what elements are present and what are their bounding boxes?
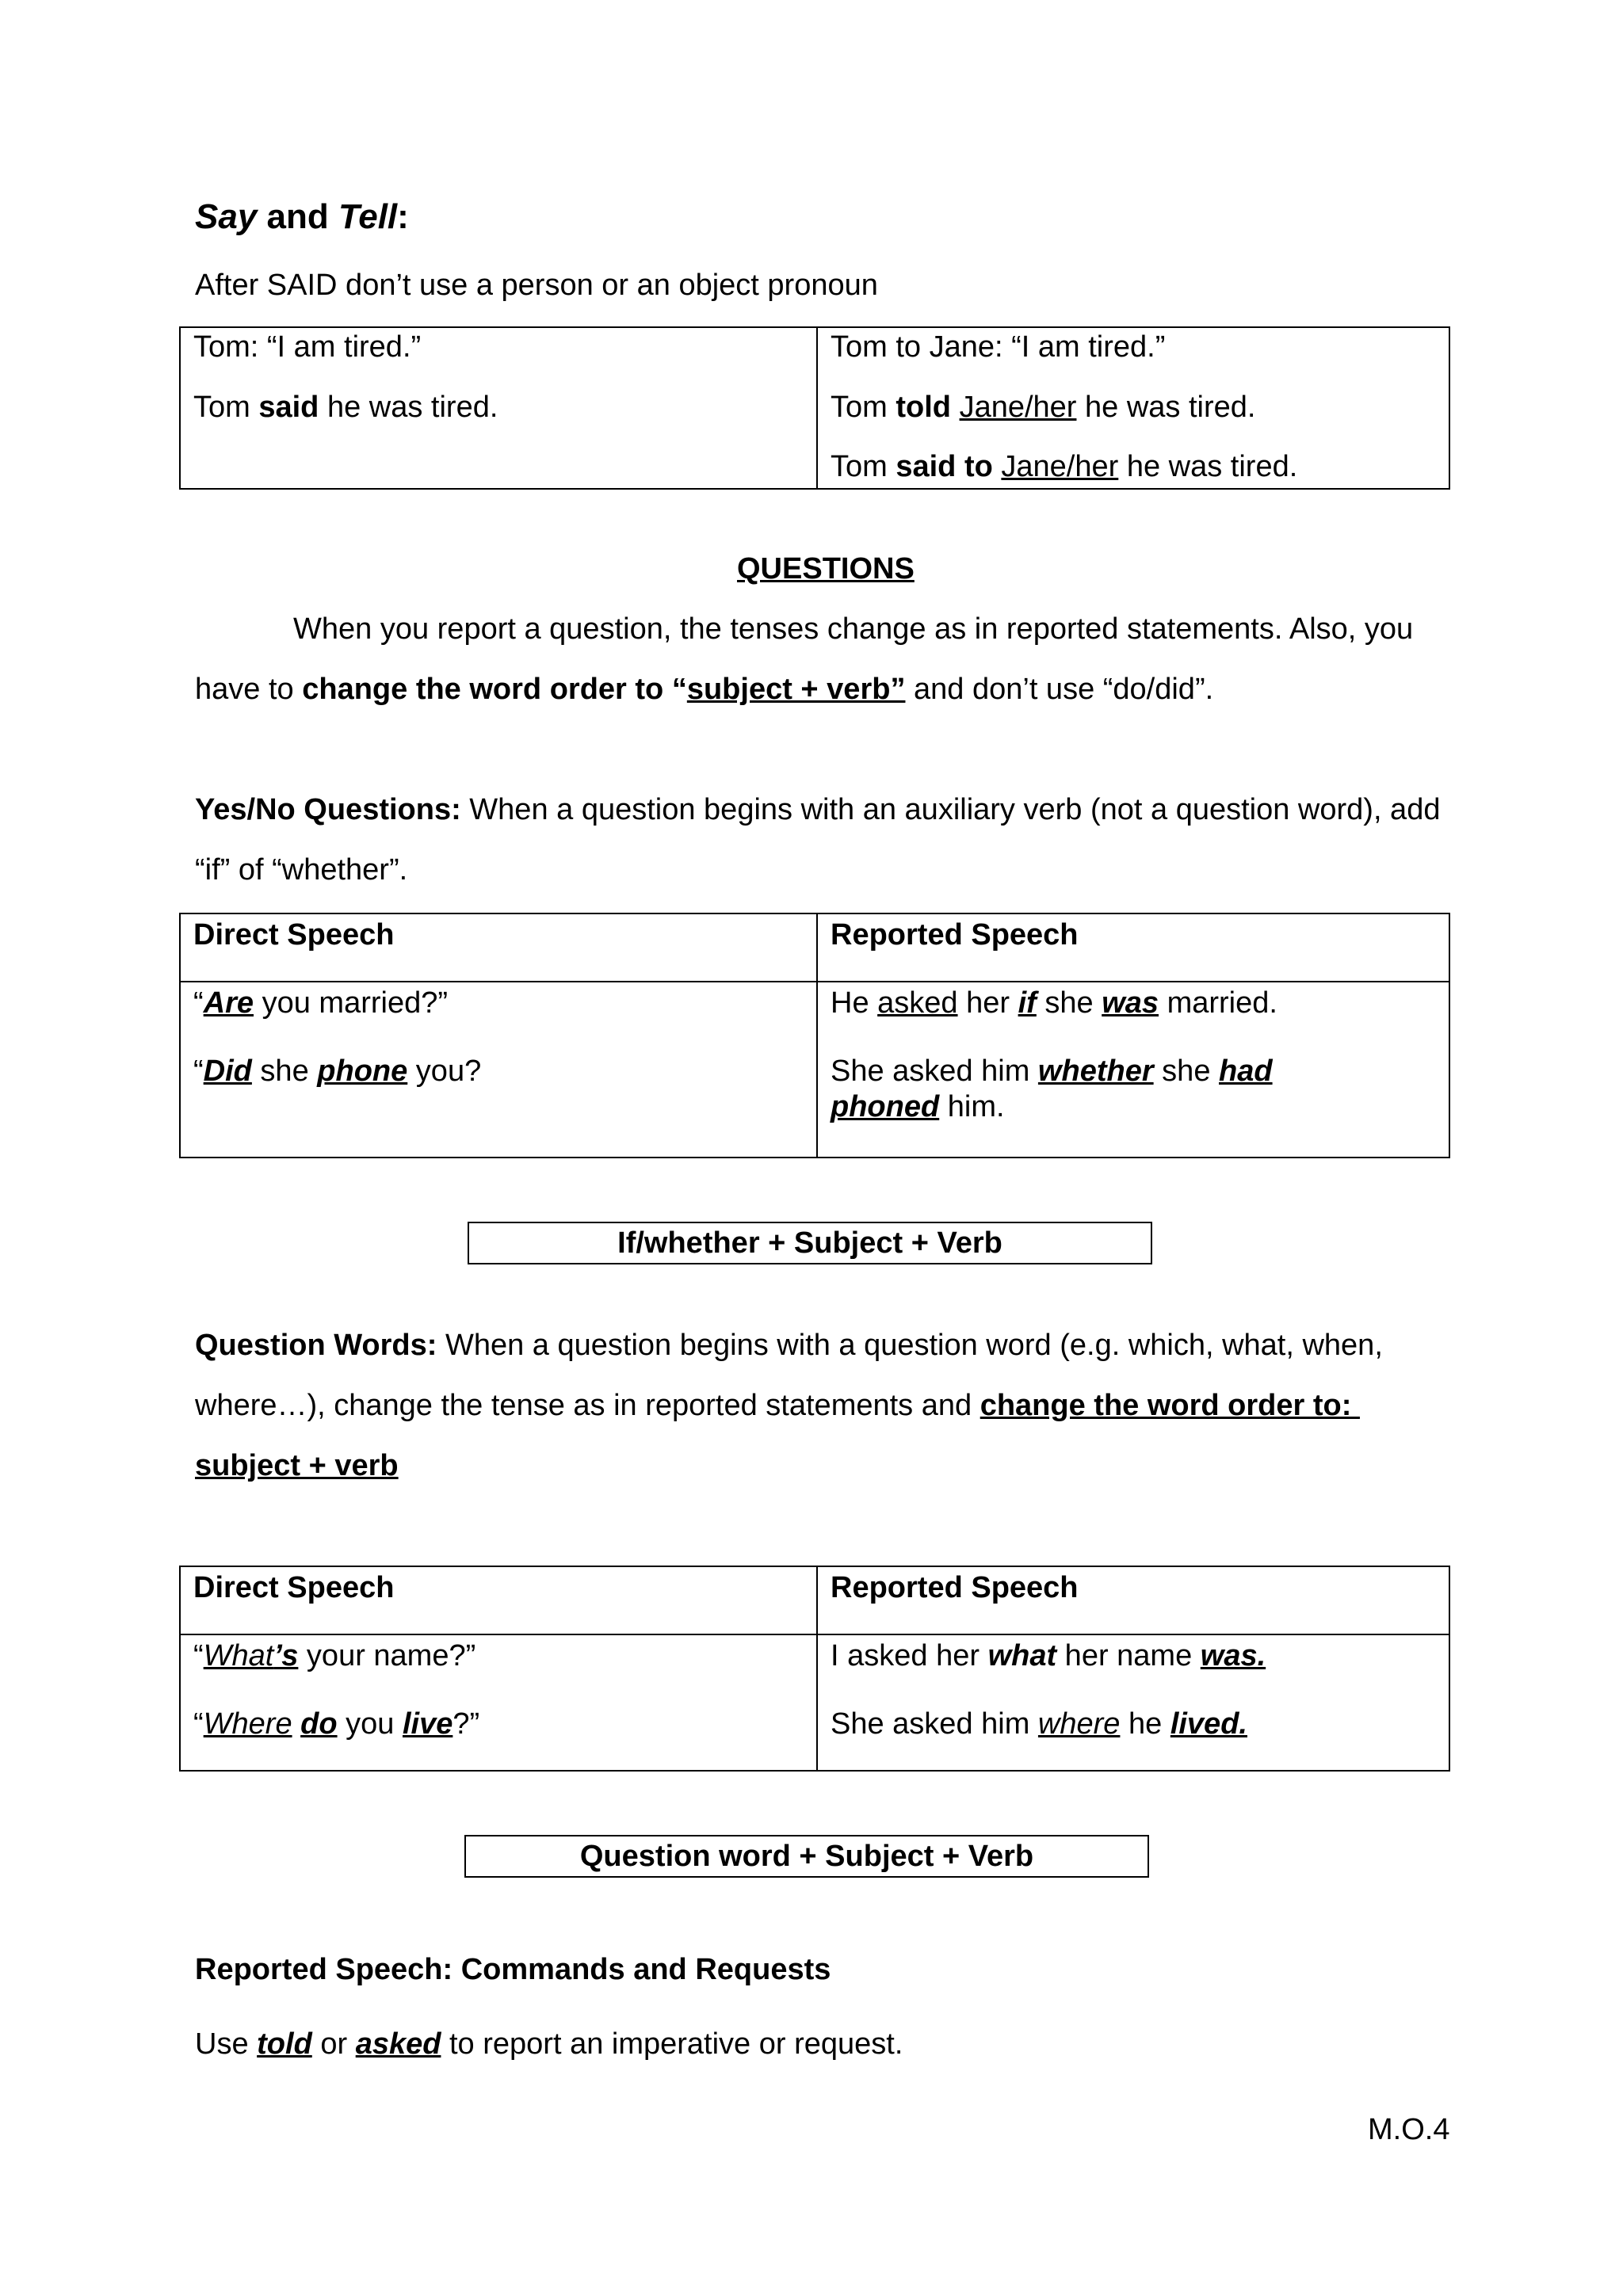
say-tell-table <box>179 326 1450 490</box>
qw-col1-header: Direct Speech <box>180 1566 817 1634</box>
yes-no-reported-cell <box>817 982 1449 1158</box>
commands-heading: Reported Speech: Commands and Requests <box>195 1953 831 1986</box>
questions-para-line2: have to change the word order to “subject + verb” and don’t use “do/did”. <box>195 673 1214 706</box>
qw-direct-cell <box>180 1634 817 1771</box>
yes-no-col2-header: Reported Speech <box>817 913 1449 982</box>
yes-no-direct-2: “Did she phone you? <box>193 1054 482 1088</box>
question-word-formula-box: Question word + Subject + Verb <box>464 1835 1149 1878</box>
yes-no-col1-header: Direct Speech <box>180 913 817 982</box>
tell-right-line1: Tom to Jane: “I am tired.” <box>831 330 1166 364</box>
heading-tell: Tell <box>338 197 398 236</box>
if-whether-formula-box: If/whether + Subject + Verb <box>468 1222 1152 1264</box>
say-tell-heading <box>195 196 409 238</box>
question-words-table <box>179 1566 1450 1772</box>
qw-direct-1: “What’s your name?” <box>193 1639 476 1672</box>
tell-right-line2: Tom told Jane/her he was tired. <box>831 390 1256 424</box>
heading-say: Say <box>195 197 258 236</box>
yes-no-direct-1: “Are you married?” <box>193 986 449 1020</box>
say-note: After SAID don’t use a person or an object pronoun <box>195 269 878 302</box>
yes-no-reported-1: He asked her if she was married. <box>831 986 1277 1020</box>
questions-para-line1: When you report a question, the tenses change as in reported statements. Also, you <box>293 612 1414 646</box>
qw-reported-2: She asked him where he lived. <box>831 1707 1247 1741</box>
say-tell-right-cell <box>817 327 1449 489</box>
say-left-line1: Tom: “I am tired.” <box>193 330 422 364</box>
questions-title: QUESTIONS <box>737 552 915 585</box>
qw-reported-1: I asked her what her name was. <box>831 1639 1266 1672</box>
yes-no-intro-line1: Yes/No Questions: When a question begins with an auxiliary verb (not a question word), add <box>195 793 1441 826</box>
question-words-line1: Question Words: When a question begins with a question word (e.g. which, what, when, <box>195 1329 1383 1362</box>
page-code: M.O.4 <box>1368 2113 1450 2146</box>
heading-and: and <box>257 197 338 236</box>
qw-direct-2: “Where do you live?” <box>193 1707 480 1741</box>
commands-text: Use told or asked to report an imperative or request. <box>195 2027 903 2061</box>
qw-col2-header: Reported Speech <box>817 1566 1449 1634</box>
question-words-line3: subject + verb <box>195 1449 399 1482</box>
question-words-line2: where…), change the tense as in reported statements and change the word order to: <box>195 1389 1360 1422</box>
tell-right-line3: Tom said to Jane/her he was tired. <box>831 450 1298 484</box>
yes-no-intro-line2: “if” of “whether”. <box>195 853 408 887</box>
heading-colon: : <box>397 197 409 236</box>
yes-no-direct-cell <box>180 982 817 1158</box>
say-left-line2: Tom said he was tired. <box>193 390 498 424</box>
qw-reported-cell <box>817 1634 1449 1771</box>
yes-no-table <box>179 913 1450 1158</box>
yes-no-reported-2: She asked him whether she had phoned him. <box>831 1054 1273 1124</box>
say-tell-left-cell <box>180 327 817 489</box>
